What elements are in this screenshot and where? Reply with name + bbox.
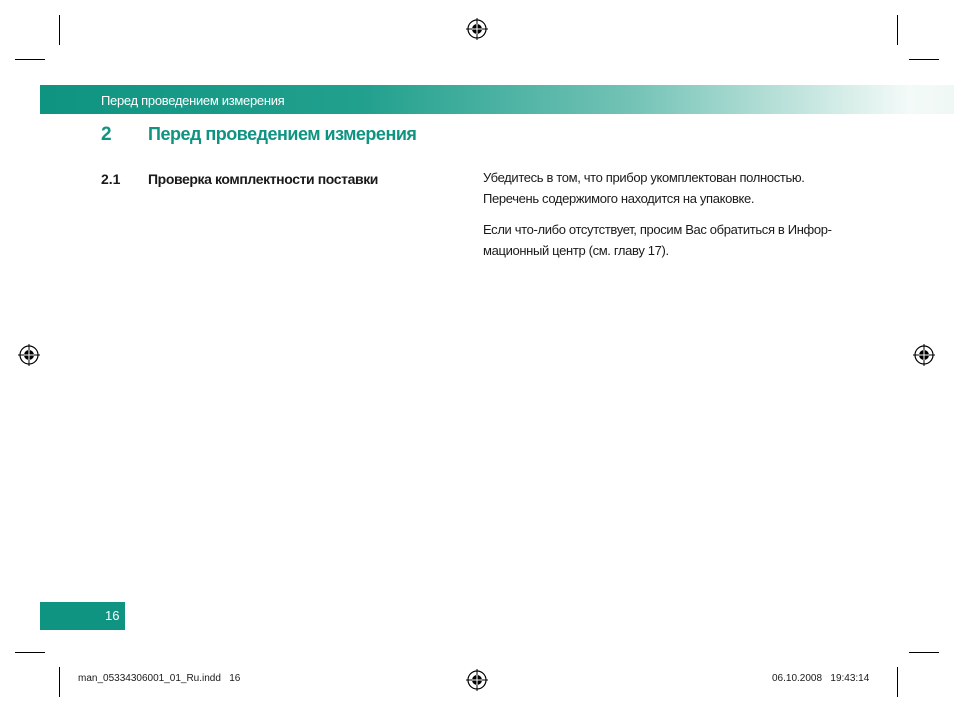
body-paragraph-2 bbox=[483, 219, 863, 261]
registration-mark-icon bbox=[466, 18, 488, 40]
footer-datetime: 06.10.2008 19:43:14 bbox=[772, 673, 870, 684]
chapter-title: Перед проведением измерения bbox=[148, 124, 417, 144]
crop-mark-top-left-horizontal bbox=[15, 59, 45, 60]
footer-file-name: man_05334306001_01_Ru.indd 16 bbox=[78, 673, 241, 684]
body-line: Если что-либо отсутствует, просим Вас обратиться в Инфор- bbox=[483, 222, 832, 237]
crop-mark-bottom-right-horizontal bbox=[909, 652, 939, 653]
body-line: Убедитесь в том, что прибор укомплектован полностью. bbox=[483, 170, 805, 185]
section-title: Проверка комплектности поставки bbox=[148, 171, 379, 187]
registration-mark-icon bbox=[18, 344, 40, 366]
page-number: 16 bbox=[105, 608, 120, 623]
chapter-number: 2 bbox=[101, 124, 112, 145]
body-paragraph-1 bbox=[483, 167, 863, 209]
crop-mark-bottom-left-horizontal bbox=[15, 652, 45, 653]
crop-mark-top-right-horizontal bbox=[909, 59, 939, 60]
body-line: мационный центр (см. главу 17). bbox=[483, 243, 669, 258]
crop-mark-top-right-vertical bbox=[897, 15, 898, 45]
crop-mark-top-left-vertical bbox=[59, 15, 60, 45]
registration-mark-icon bbox=[466, 669, 488, 691]
crop-mark-bottom-right-vertical bbox=[897, 667, 898, 697]
body-line: Перечень содержимого находится на упаковке. bbox=[483, 191, 755, 206]
running-header-title: Перед проведением измерения bbox=[101, 93, 285, 108]
section-number: 2.1 bbox=[101, 171, 121, 187]
crop-mark-bottom-left-vertical bbox=[59, 667, 60, 697]
registration-mark-icon bbox=[913, 344, 935, 366]
